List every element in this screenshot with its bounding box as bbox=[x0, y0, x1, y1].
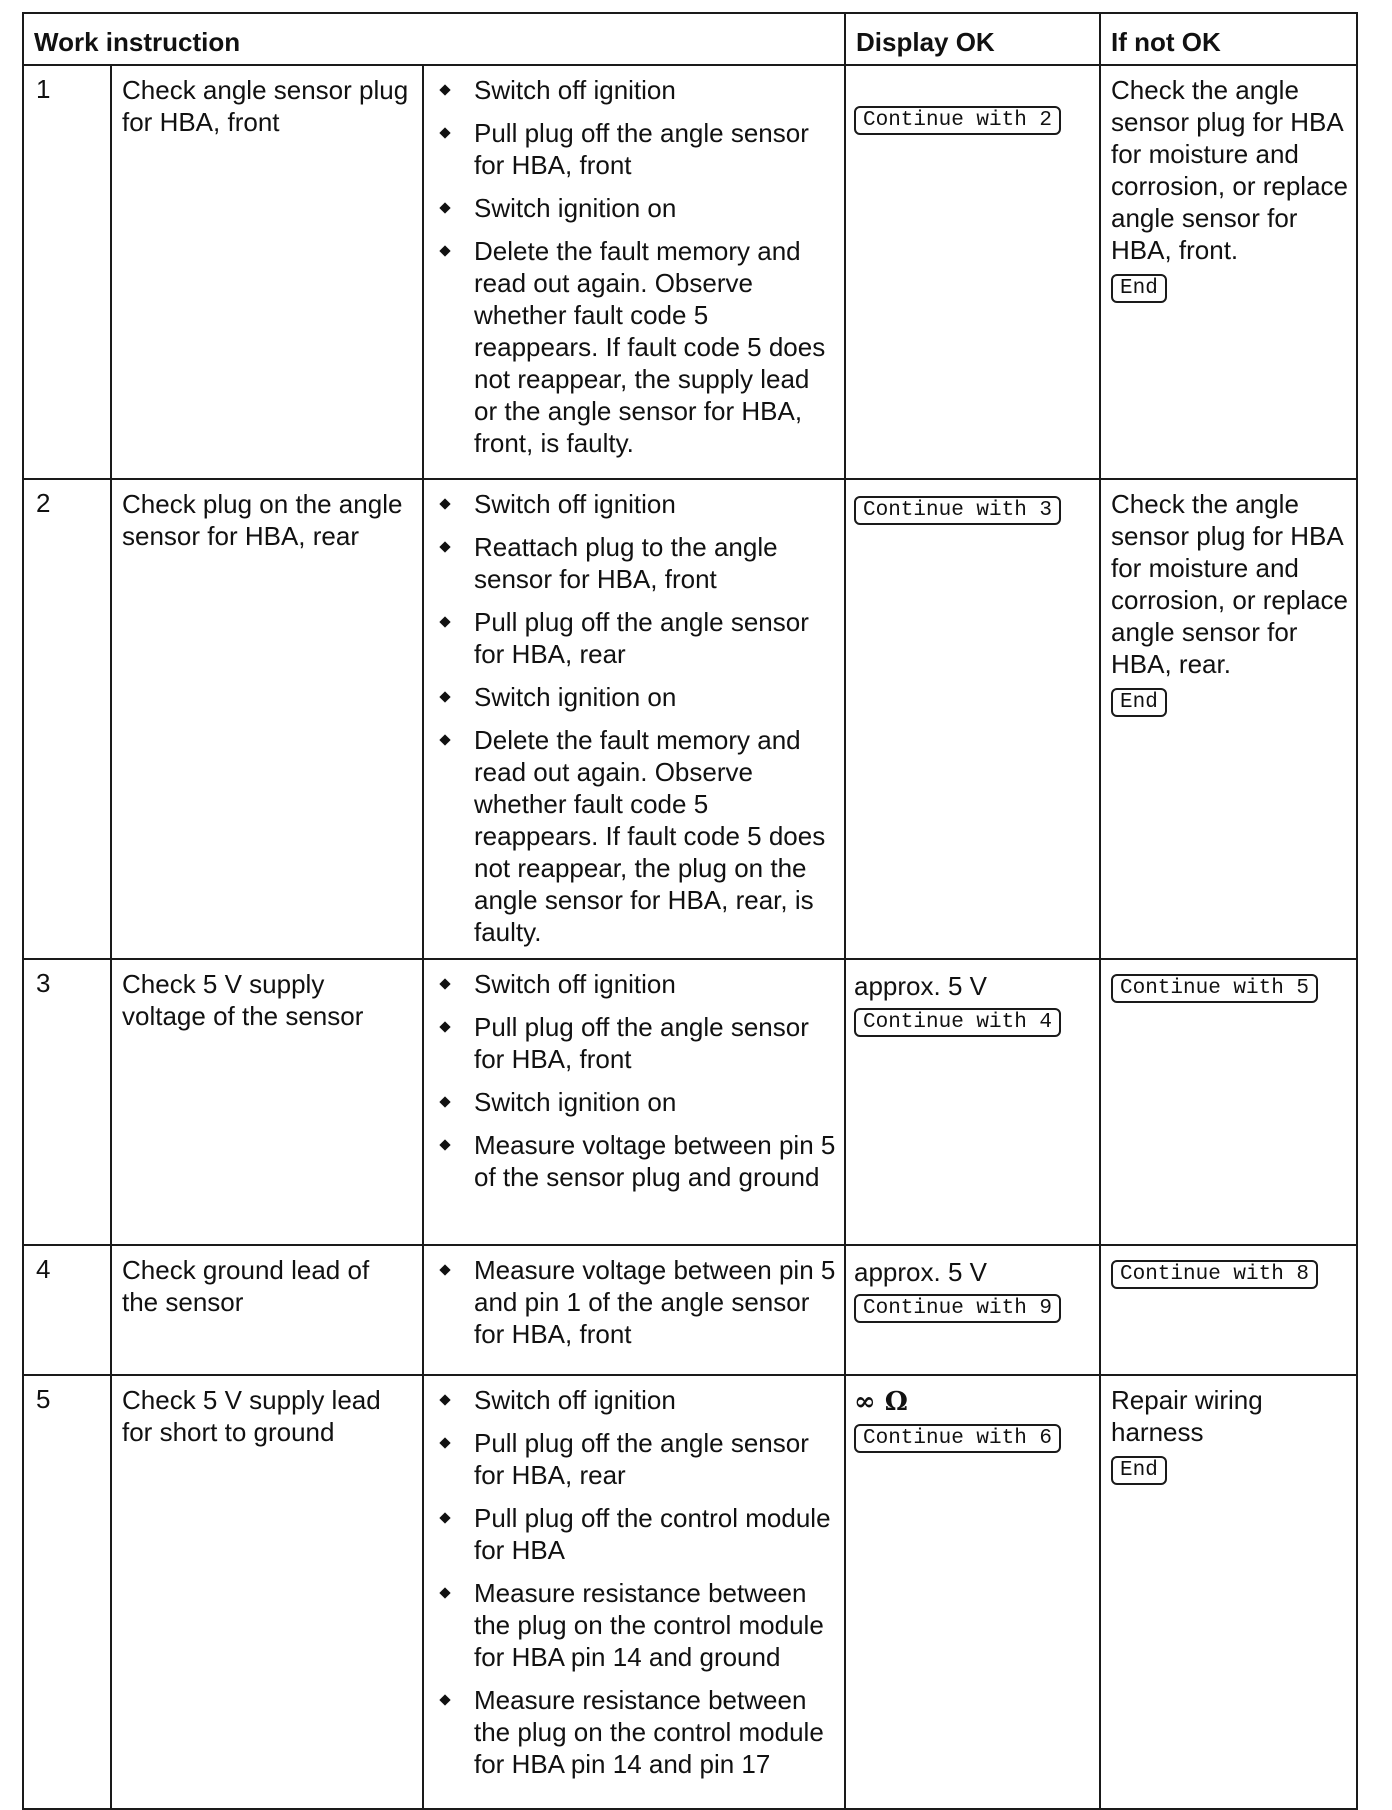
list-item: Reattach plug to the angle sensor for HBA, front bbox=[434, 531, 836, 595]
not-ok-text: Repair wiring harness bbox=[1111, 1385, 1263, 1447]
list-item: Switch ignition on bbox=[434, 192, 836, 224]
bullet-diamond-icon bbox=[439, 1021, 450, 1032]
continue-key: Continue with 4 bbox=[854, 1008, 1061, 1037]
bullet-diamond-icon bbox=[439, 1096, 450, 1107]
bullet-diamond-icon bbox=[439, 84, 450, 95]
list-item: Pull plug off the angle sensor for HBA, front bbox=[434, 1011, 836, 1075]
list-item: Switch off ignition bbox=[434, 74, 836, 106]
step-number: 2 bbox=[23, 479, 111, 959]
if-not-ok-cell bbox=[1100, 1375, 1357, 1809]
if-not-ok-cell bbox=[1100, 1245, 1357, 1375]
table-row bbox=[23, 959, 1357, 1245]
check-description: Check plug on the angle sensor for HBA, rear bbox=[111, 479, 423, 959]
header-work-instruction: Work instruction bbox=[23, 13, 845, 65]
display-ok-cell bbox=[845, 1375, 1100, 1809]
end-key: End bbox=[1111, 274, 1167, 303]
if-not-ok-cell bbox=[1100, 65, 1357, 479]
step-number: 5 bbox=[23, 1375, 111, 1809]
header-if-not-ok: If not OK bbox=[1100, 13, 1357, 65]
action-list-cell bbox=[423, 479, 845, 959]
if-not-ok-cell bbox=[1100, 959, 1357, 1245]
action-list-cell bbox=[423, 1375, 845, 1809]
list-item: Measure resistance between the plug on the control module for HBA pin 14 and ground bbox=[434, 1577, 836, 1673]
table-row bbox=[23, 65, 1357, 479]
bullet-diamond-icon bbox=[439, 245, 450, 256]
work-instruction-sheet bbox=[22, 12, 1380, 1779]
step-number: 1 bbox=[23, 65, 111, 479]
work-instruction-table bbox=[22, 12, 1358, 1810]
continue-key: Continue with 9 bbox=[854, 1294, 1061, 1323]
list-item: Switch off ignition bbox=[434, 488, 836, 520]
list-item: Measure voltage between pin 5 of the sensor plug and ground bbox=[434, 1129, 836, 1193]
bullet-diamond-icon bbox=[439, 1587, 450, 1598]
check-description: Check 5 V supply lead for short to ground bbox=[111, 1375, 423, 1809]
bullet-diamond-icon bbox=[439, 1264, 450, 1275]
display-ok-cell bbox=[845, 959, 1100, 1245]
bullet-diamond-icon bbox=[439, 498, 450, 509]
table-row bbox=[23, 1245, 1357, 1375]
list-item: Measure voltage between pin 5 and pin 1 of the angle sensor for HBA, front bbox=[434, 1254, 836, 1350]
action-list bbox=[434, 488, 836, 948]
table-row bbox=[23, 479, 1357, 959]
bullet-diamond-icon bbox=[439, 734, 450, 745]
list-item: Switch ignition on bbox=[434, 681, 836, 713]
action-list bbox=[434, 968, 836, 1193]
expected-value: approx. 5 V bbox=[854, 1257, 987, 1287]
list-item: Delete the fault memory and read out again. Observe whether fault code 5 reappears. If fault code 5 does not reappear, the plug on the angle sensor for HBA, rear, is faulty. bbox=[434, 724, 836, 948]
bullet-diamond-icon bbox=[439, 1139, 450, 1150]
list-item: Delete the fault memory and read out again. Observe whether fault code 5 reappears. If fault code 5 does not reappear, the supply lead or the angle sensor for HBA, front, is faulty. bbox=[434, 235, 836, 459]
bullet-diamond-icon bbox=[439, 1394, 450, 1405]
expected-value: approx. 5 V bbox=[854, 971, 987, 1001]
list-item: Measure resistance between the plug on the control module for HBA pin 14 and pin 17 bbox=[434, 1684, 836, 1780]
bullet-diamond-icon bbox=[439, 616, 450, 627]
list-item: Pull plug off the angle sensor for HBA, rear bbox=[434, 1427, 836, 1491]
bullet-diamond-icon bbox=[439, 1437, 450, 1448]
bullet-diamond-icon bbox=[439, 202, 450, 213]
list-item: Switch off ignition bbox=[434, 1384, 836, 1416]
list-item: Pull plug off the angle sensor for HBA, rear bbox=[434, 606, 836, 670]
step-number: 3 bbox=[23, 959, 111, 1245]
continue-key: Continue with 6 bbox=[854, 1424, 1061, 1453]
table-row bbox=[23, 1375, 1357, 1809]
action-list bbox=[434, 1384, 836, 1780]
header-display-ok: Display OK bbox=[845, 13, 1100, 65]
check-description: Check 5 V supply voltage of the sensor bbox=[111, 959, 423, 1245]
display-ok-cell bbox=[845, 65, 1100, 479]
list-item: Pull plug off the angle sensor for HBA, front bbox=[434, 117, 836, 181]
end-key: End bbox=[1111, 1456, 1167, 1485]
action-list bbox=[434, 1254, 836, 1350]
bullet-diamond-icon bbox=[439, 541, 450, 552]
end-key: End bbox=[1111, 688, 1167, 717]
bullet-diamond-icon bbox=[439, 1512, 450, 1523]
step-number: 4 bbox=[23, 1245, 111, 1375]
list-item: Switch off ignition bbox=[434, 968, 836, 1000]
display-ok-cell bbox=[845, 479, 1100, 959]
action-list-cell bbox=[423, 65, 845, 479]
action-list-cell bbox=[423, 959, 845, 1245]
bullet-diamond-icon bbox=[439, 127, 450, 138]
bullet-diamond-icon bbox=[439, 1694, 450, 1705]
continue-key: Continue with 3 bbox=[854, 496, 1061, 525]
continue-key: Continue with 5 bbox=[1111, 974, 1318, 1003]
table-header-row bbox=[23, 13, 1357, 65]
not-ok-text: Check the angle sensor plug for HBA for moisture and corrosion, or replace angle sensor for HBA, front. bbox=[1111, 75, 1348, 265]
expected-value: ∞ Ω bbox=[854, 1387, 908, 1417]
action-list bbox=[434, 74, 836, 459]
not-ok-text: Check the angle sensor plug for HBA for moisture and corrosion, or replace angle sensor for HBA, rear. bbox=[1111, 489, 1348, 679]
bullet-diamond-icon bbox=[439, 691, 450, 702]
if-not-ok-cell bbox=[1100, 479, 1357, 959]
action-list-cell bbox=[423, 1245, 845, 1375]
continue-key: Continue with 8 bbox=[1111, 1260, 1318, 1289]
list-item: Switch ignition on bbox=[434, 1086, 836, 1118]
bullet-diamond-icon bbox=[439, 978, 450, 989]
list-item: Pull plug off the control module for HBA bbox=[434, 1502, 836, 1566]
check-description: Check angle sensor plug for HBA, front bbox=[111, 65, 423, 479]
check-description: Check ground lead of the sensor bbox=[111, 1245, 423, 1375]
display-ok-cell bbox=[845, 1245, 1100, 1375]
continue-key: Continue with 2 bbox=[854, 106, 1061, 135]
